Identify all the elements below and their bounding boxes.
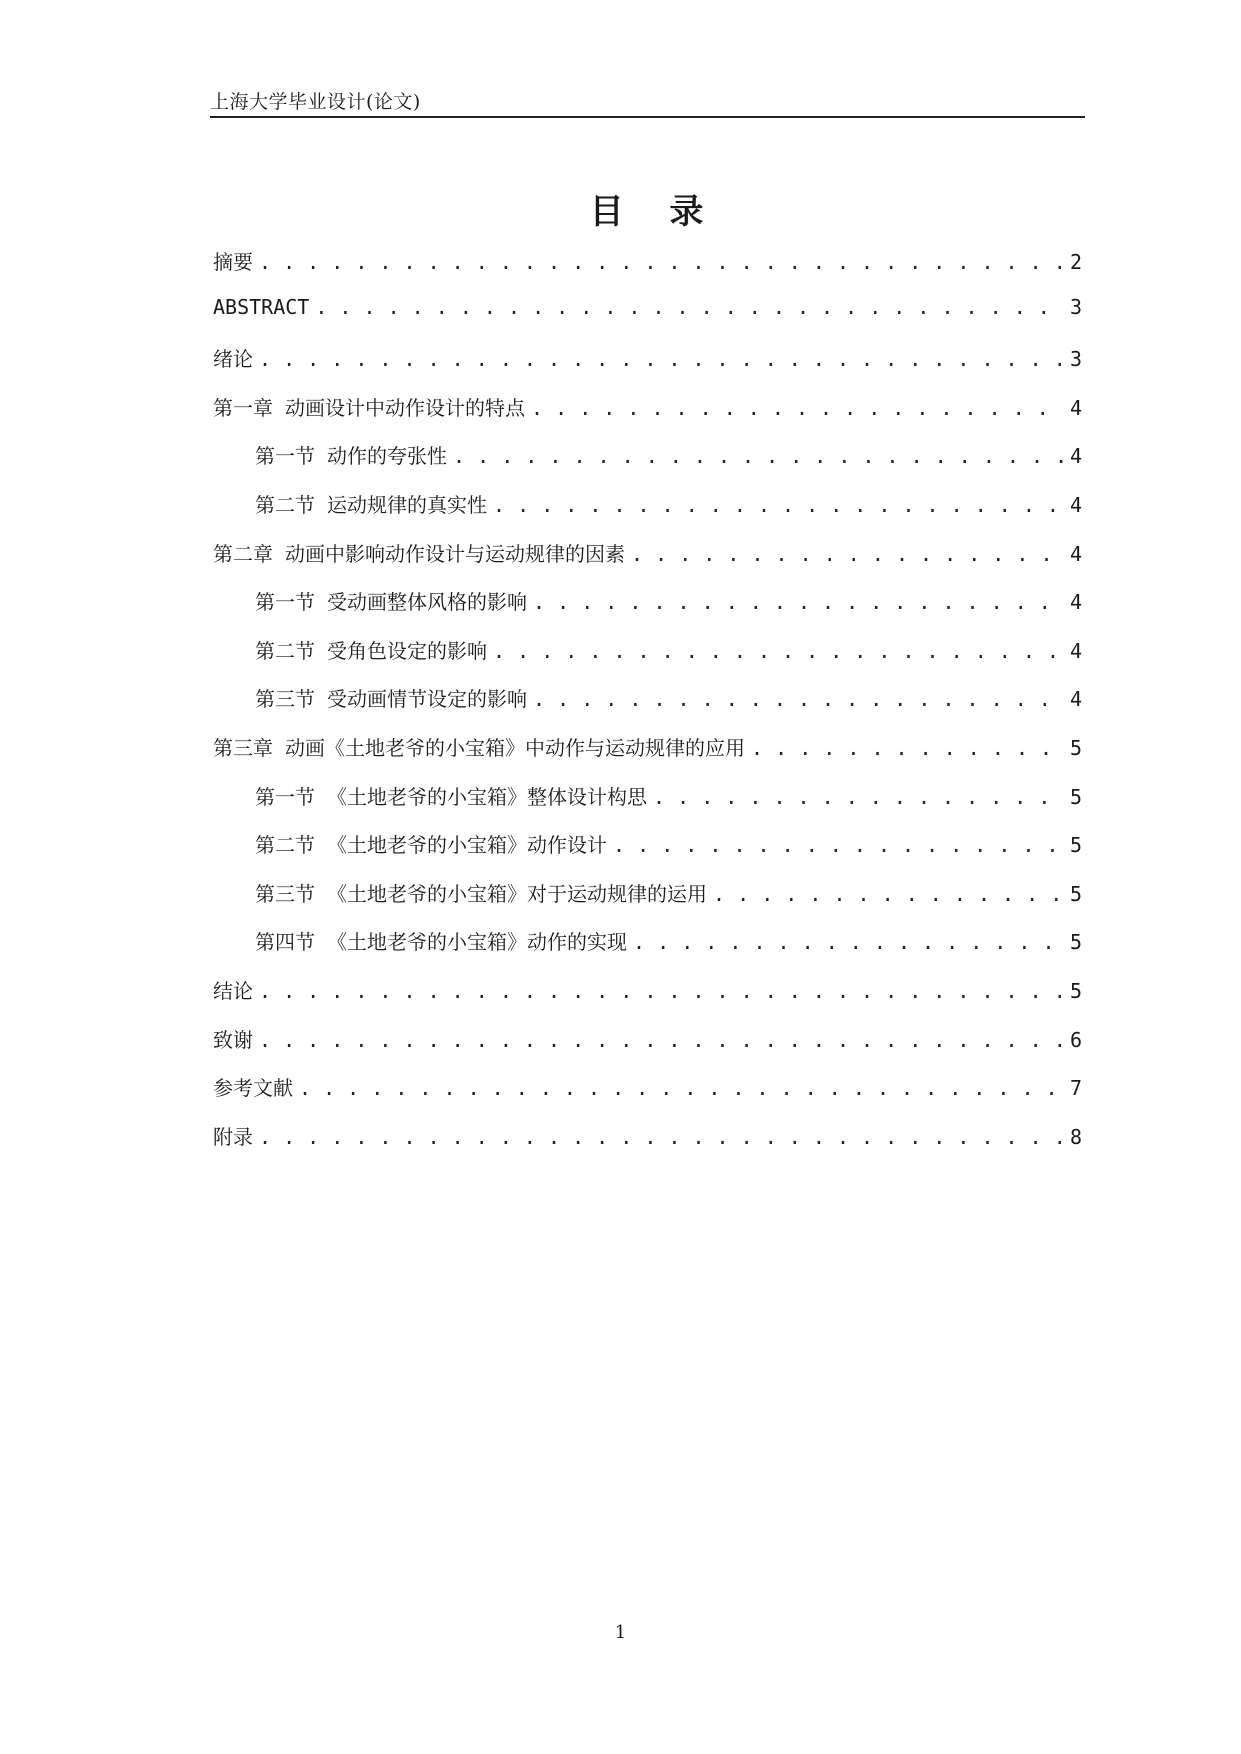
toc-entry-page: 3 bbox=[1069, 347, 1082, 372]
toc-entry-page: 5 bbox=[1069, 881, 1082, 906]
dot-leader bbox=[259, 1028, 1064, 1052]
toc-title: 目 录 bbox=[589, 192, 706, 232]
toc-entry-page: 4 bbox=[1069, 687, 1082, 712]
toc-entry-page: 5 bbox=[1069, 978, 1082, 1003]
dot-leader bbox=[493, 493, 1064, 517]
toc-entry-page: 5 bbox=[1069, 735, 1082, 760]
toc-entry-page: 5 bbox=[1069, 833, 1082, 858]
toc-entry[interactable] bbox=[213, 246, 1082, 295]
toc-entry[interactable] bbox=[213, 586, 1082, 635]
dot-leader bbox=[259, 979, 1064, 1003]
toc-entry-page: 4 bbox=[1069, 590, 1082, 615]
toc-entry-label: 第三节 受动画情节设定的影响 bbox=[255, 687, 528, 712]
toc-entry[interactable] bbox=[213, 781, 1082, 830]
toc-entry-page: 7 bbox=[1069, 1076, 1082, 1101]
dot-leader bbox=[315, 295, 1064, 319]
toc-entry-label: 第二节 受角色设定的影响 bbox=[255, 638, 488, 663]
dot-leader bbox=[653, 785, 1064, 809]
toc-entry-page: 4 bbox=[1069, 395, 1082, 420]
toc-entry[interactable] bbox=[213, 1072, 1082, 1121]
toc-entry[interactable] bbox=[213, 1121, 1082, 1170]
toc-entry[interactable] bbox=[213, 878, 1082, 927]
page-header bbox=[210, 86, 1085, 118]
toc-entry-page: 4 bbox=[1069, 541, 1082, 566]
dot-leader bbox=[259, 250, 1064, 274]
dot-leader bbox=[259, 1125, 1064, 1149]
toc-entry-page: 6 bbox=[1069, 1027, 1082, 1052]
dot-leader bbox=[533, 687, 1064, 711]
toc-entry-label: 第四节 《土地老爷的小宝箱》动作的实现 bbox=[255, 930, 628, 955]
toc-entry-label: 第一节 受动画整体风格的影响 bbox=[255, 590, 528, 615]
toc-entry-page: 3 bbox=[1069, 294, 1082, 319]
toc-entry[interactable] bbox=[213, 295, 1082, 344]
toc-entry-label: 第一章 动画设计中动作设计的特点 bbox=[213, 395, 526, 420]
toc-entry-label: 第二节 《土地老爷的小宝箱》动作设计 bbox=[255, 833, 608, 858]
toc-entry[interactable] bbox=[213, 392, 1082, 441]
dot-leader bbox=[713, 882, 1064, 906]
toc-entry[interactable] bbox=[213, 829, 1082, 878]
toc-entry-label: 致谢 bbox=[213, 1027, 253, 1052]
toc-entry-label: 摘要 bbox=[213, 250, 253, 274]
toc-entry[interactable] bbox=[213, 1024, 1082, 1073]
toc-entry-label: 第一节 动作的夸张性 bbox=[255, 444, 448, 469]
toc-entry-page: 5 bbox=[1069, 784, 1082, 809]
toc-entry-page: 4 bbox=[1069, 638, 1082, 663]
toc-entry[interactable] bbox=[213, 489, 1082, 538]
toc-entry-label: 参考文献 bbox=[213, 1076, 293, 1101]
toc-entry-label: 第三章 动画《土地老爷的小宝箱》中动作与运动规律的应用 bbox=[213, 735, 746, 760]
toc-entry-page: 8 bbox=[1069, 1124, 1082, 1149]
dot-leader bbox=[633, 930, 1064, 954]
table-of-contents bbox=[213, 246, 1082, 1169]
header-text: 上海大学毕业设计(论文) bbox=[210, 91, 421, 113]
dot-leader bbox=[453, 444, 1064, 468]
toc-entry-label: 附录 bbox=[213, 1124, 253, 1149]
toc-entry[interactable] bbox=[213, 635, 1082, 684]
toc-entry[interactable] bbox=[213, 343, 1082, 392]
toc-entry[interactable] bbox=[213, 732, 1082, 781]
toc-entry-page: 5 bbox=[1069, 930, 1082, 955]
dot-leader bbox=[493, 639, 1064, 663]
dot-leader bbox=[299, 1076, 1064, 1100]
dot-leader bbox=[259, 347, 1064, 371]
page-number: 1 bbox=[614, 1622, 627, 1643]
dot-leader bbox=[533, 590, 1064, 614]
dot-leader bbox=[751, 736, 1064, 760]
toc-entry-label: 绪论 bbox=[213, 347, 253, 372]
toc-entry-label: 第三节 《土地老爷的小宝箱》对于运动规律的运用 bbox=[255, 881, 708, 906]
toc-entry-label: 第二章 动画中影响动作设计与运动规律的因素 bbox=[213, 541, 626, 566]
toc-entry-page: 4 bbox=[1069, 444, 1082, 469]
toc-entry[interactable] bbox=[213, 440, 1082, 489]
toc-entry[interactable] bbox=[213, 975, 1082, 1024]
dot-leader bbox=[613, 833, 1064, 857]
toc-entry-label: 结论 bbox=[213, 978, 253, 1003]
toc-entry-label: 第二节 运动规律的真实性 bbox=[255, 492, 488, 517]
toc-entry[interactable] bbox=[213, 926, 1082, 975]
dot-leader bbox=[631, 542, 1064, 566]
toc-entry-page: 4 bbox=[1069, 492, 1082, 517]
toc-entry[interactable] bbox=[213, 538, 1082, 587]
toc-entry-page: 2 bbox=[1069, 250, 1082, 274]
toc-entry-label: 第一节 《土地老爷的小宝箱》整体设计构思 bbox=[255, 784, 648, 809]
dot-leader bbox=[531, 396, 1064, 420]
toc-entry-label: ABSTRACT bbox=[213, 294, 310, 319]
toc-entry[interactable] bbox=[213, 683, 1082, 732]
